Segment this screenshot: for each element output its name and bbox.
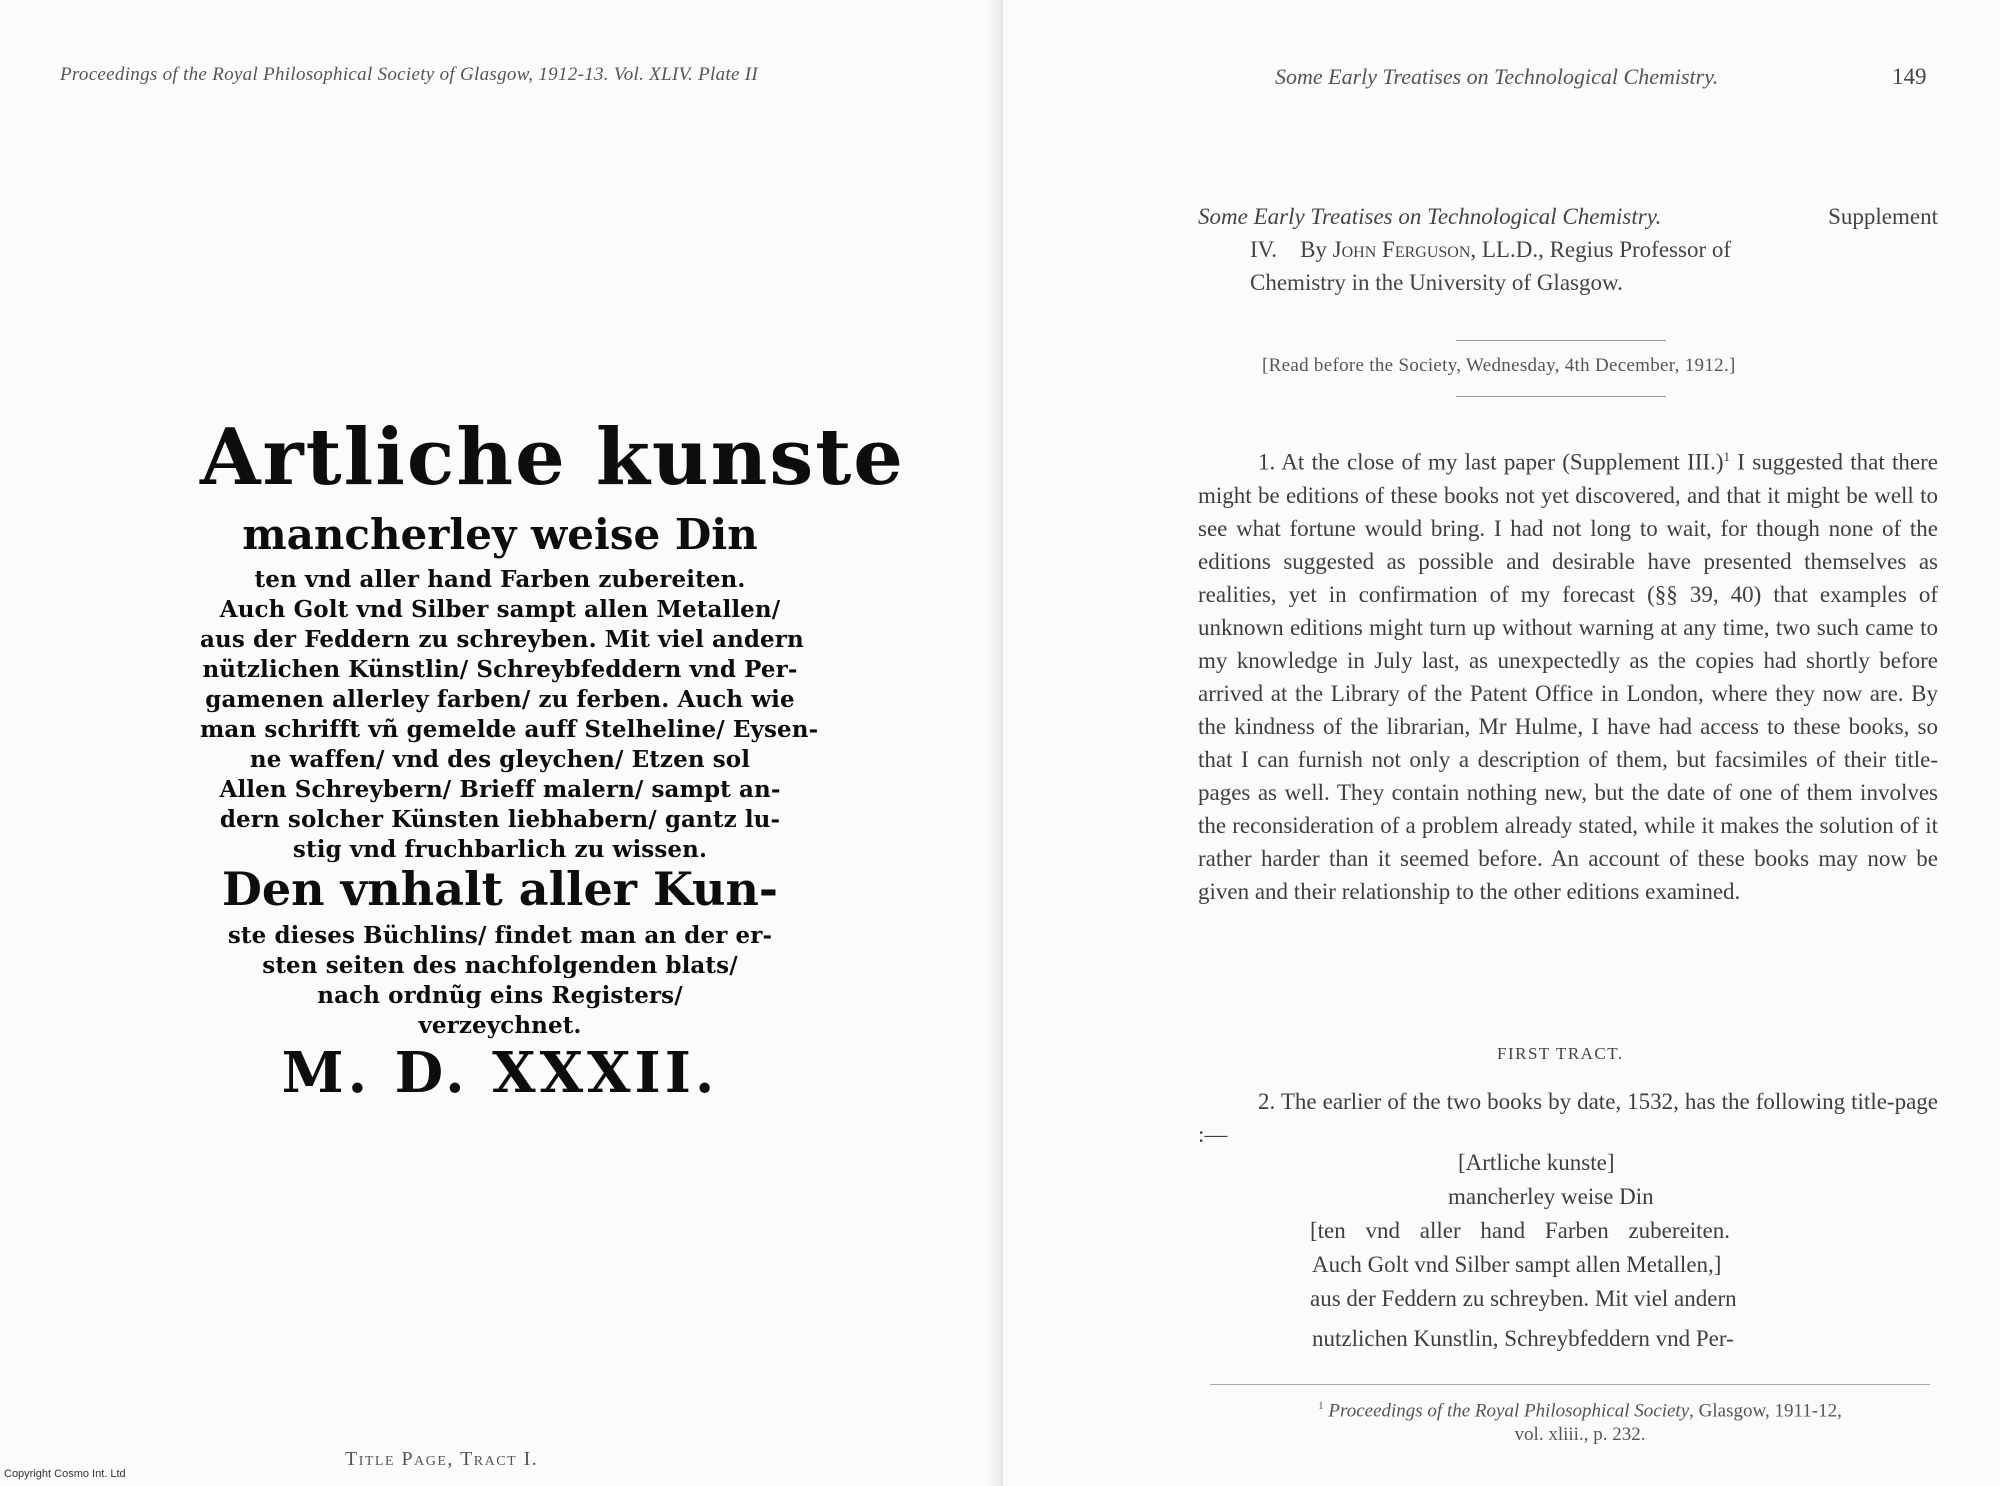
blackletter-line: Allen Schreybern/ Brieff malern/ sampt an- — [219, 776, 781, 803]
title-supplement: Supplement — [1828, 204, 1938, 229]
blackletter-line: ne waffen/ vnd des gleychen/ Etzen sol — [249, 746, 751, 773]
running-head: Some Early Treatises on Technological Chemistry. — [1275, 64, 1719, 89]
blackletter-line: ste dieses Büchlins/ findet man an der er- — [227, 922, 773, 949]
blackletter-line: aus der Feddern zu schreyben. Mit viel andern — [200, 626, 804, 653]
paragraph-1-lead: 1. At the close of my last paper (Supplement III.) — [1258, 449, 1724, 475]
transcription-line: [ten vnd aller hand Farben zubereiten. — [1310, 1218, 1730, 1243]
author-credentials: , LL.D., Regius Professor of — [1470, 237, 1732, 262]
footnote-rule — [1210, 1384, 1930, 1385]
section-heading: FIRST TRACT. — [1497, 1044, 1624, 1063]
plate-header: Proceedings of the Royal Philosophical Society of Glasgow, 1912-13. Vol. XLIV. Plate II — [60, 64, 759, 85]
transcription-line: [Artliche kunste] — [1458, 1150, 1615, 1175]
article-title — [1198, 200, 1938, 299]
blackletter-date: M. D. XXXII. — [281, 1040, 719, 1106]
transcription-line: Auch Golt vnd Silber sampt allen Metallen,] — [1312, 1252, 1722, 1277]
rule-bottom — [1456, 396, 1666, 397]
copyright-notice: Copyright Cosmo Int. Ltd — [4, 1468, 126, 1480]
blackletter-line: dern solcher Künsten liebhabern/ gantz lu- — [219, 806, 781, 833]
paragraph-1-body: I suggested that there might be editions of these books not yet discovered, and that it might be well to see what fortune would bring. I had not long to wait, for though none of the editions suggested as possible and desirable have presented themselves as realities, yet in confirmation of my forecast (§§ 39, 40) that examples of unknown editions might turn up without warning at any time, two such came to my knowledge in July last, as unexpectedly as the copies had shortly before arrived at the Library of the Patent Office in London, where they now are. By the kindness of the librarian, Mr Hulme, I have had access to these books, so that I can furnish not only a description of them, but facsimiles of their title-pages as well. They contain nothing new, but the date of one of them involves the reconsideration of a problem already stated, while it makes the solution of it rather harder than it seemed before. An account of these books may now be given and their relationship to the other editions examined. — [1198, 449, 1939, 904]
paragraph-2 — [1198, 1085, 1938, 1151]
footnote-line-2: vol. xliii., p. 232. — [1514, 1424, 1646, 1446]
blackletter-line: sten seiten des nachfolgenden blats/ — [262, 952, 738, 979]
blackletter-line: stig vnd fruchbarlich zu wissen. — [292, 836, 708, 863]
blackletter-subtitle: mancherley weise Din — [242, 510, 758, 559]
blackletter-line: ten vnd aller hand Farben zubereiten. — [254, 566, 746, 593]
footnote-rest: , Glasgow, 1911-12, — [1689, 1400, 1842, 1422]
rule-top — [1456, 340, 1666, 341]
author-name: John Ferguson — [1332, 237, 1471, 262]
paragraph-1 — [1198, 440, 1938, 908]
blackletter-line: man schrifft vñ gemelde auff Stelheline/ Eysen- — [200, 716, 819, 743]
blackletter-line: gamenen allerley farben/ zu ferben. Auch wie — [205, 686, 795, 713]
footnote-marker: 1 — [1723, 449, 1730, 464]
footnote — [1260, 1394, 1900, 1447]
blackletter-line: nach ordnũg eins Registers/ — [317, 982, 683, 1009]
transcription-line: mancherley weise Din — [1448, 1184, 1654, 1209]
read-note: [Read before the Society, Wednesday, 4th December, 1912.] — [1262, 355, 1736, 376]
paragraph-2-text: 2. The earlier of the two books by date, 1532, has the following title-page :— — [1198, 1089, 1938, 1147]
blackletter-title: Artliche kunste — [200, 412, 905, 503]
blackletter-line: nützlichen Künstlin/ Schreybfeddern vnd Per- — [202, 656, 798, 683]
title-by: By — [1300, 237, 1327, 262]
author-affiliation: Chemistry in the University of Glasgow. — [1250, 270, 1623, 295]
blackletter-line: verzeychnet. — [418, 1012, 582, 1039]
footnote-number: 1 — [1318, 1400, 1324, 1412]
page-number: 149 — [1892, 64, 1927, 89]
transcription-line: nutzlichen Kunstlin, Schreybfeddern vnd Per- — [1312, 1326, 1734, 1351]
footnote-italic: Proceedings of the Royal Philosophical Society — [1328, 1400, 1690, 1422]
title-roman-numeral: IV. — [1250, 237, 1278, 262]
plate-caption: Title Page, Tract I. — [345, 1448, 539, 1470]
title-italic: Some Early Treatises on Technological Chemistry. — [1198, 204, 1662, 229]
transcription-line: aus der Feddern zu schreyben. Mit viel andern — [1310, 1286, 1737, 1311]
blackletter-contents-heading: Den vnhalt aller Kun- — [222, 862, 778, 916]
blackletter-line: Auch Golt vnd Silber sampt allen Metallen/ — [219, 596, 781, 623]
